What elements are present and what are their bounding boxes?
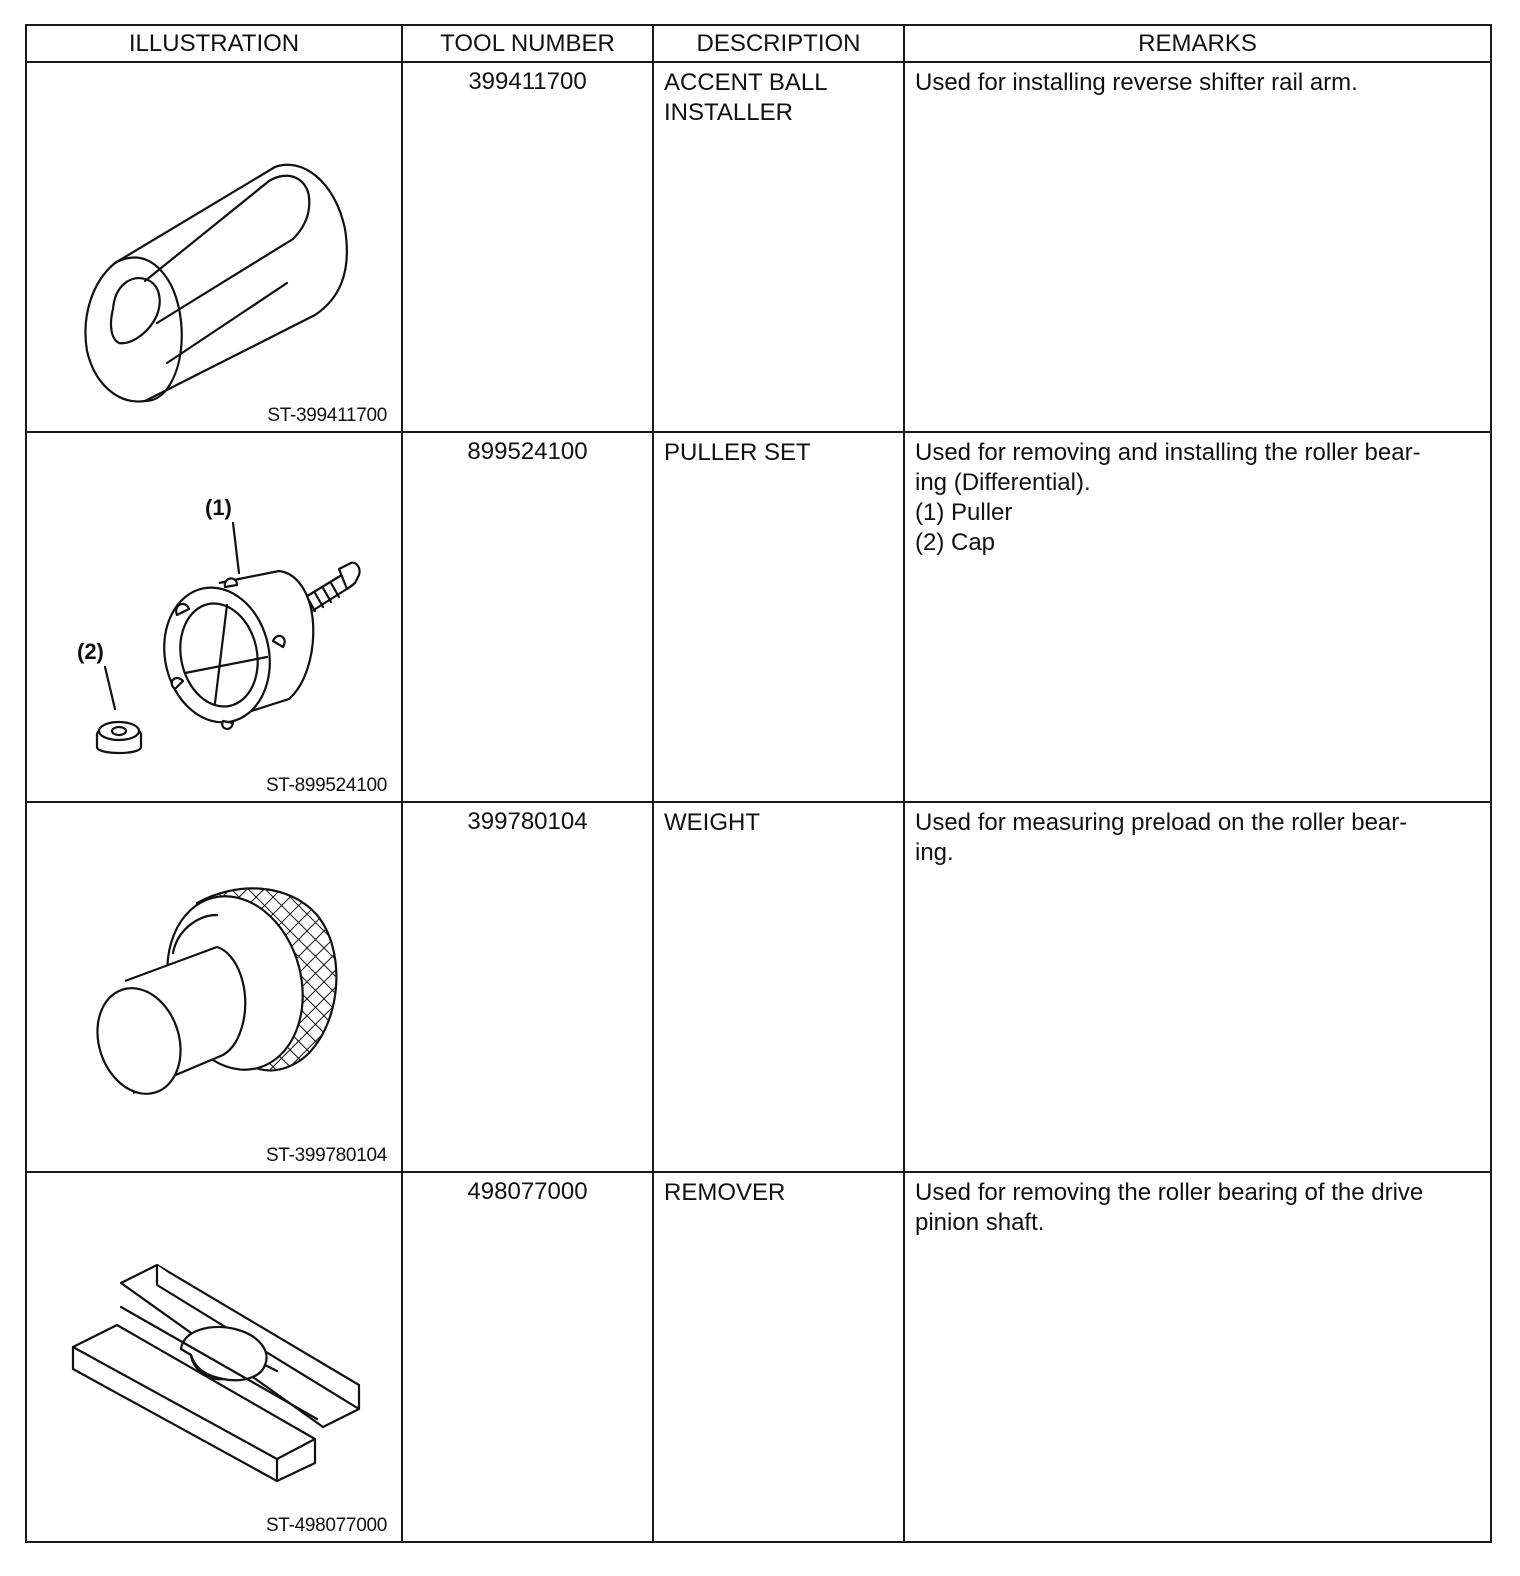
remarks-line: pinion shaft.: [915, 1209, 1045, 1236]
remarks-line: Used for installing reverse shifter rail arm.: [915, 69, 1358, 96]
header-row: [26, 25, 1491, 62]
st-code-label: ST-399411700: [267, 405, 387, 426]
puller-set-drawing: [27, 433, 399, 796]
remarks-line: (1) Puller: [915, 499, 1013, 526]
tool-number: 399780104: [402, 802, 653, 1172]
remarks-line: ing (Differential).: [915, 469, 1091, 496]
remarks-cell: [904, 802, 1491, 1172]
description-line: REMOVER: [664, 1179, 786, 1206]
description-cell: [653, 62, 904, 432]
special-tools-table: [25, 24, 1492, 1543]
remarks-cell: [904, 432, 1491, 802]
illustration-cell: [26, 62, 402, 432]
remarks-cell: [904, 1172, 1491, 1542]
header-remarks: REMARKS: [904, 25, 1491, 62]
table-row: [26, 432, 1491, 802]
remarks-cell: [904, 62, 1491, 432]
callout-label: (2): [77, 639, 104, 664]
table-row: [26, 62, 1491, 432]
tool-number: 498077000: [402, 1172, 653, 1542]
remarks-line: Used for removing the roller bearing of the drive: [915, 1179, 1424, 1206]
description-line: INSTALLER: [664, 99, 793, 126]
accent-ball-installer-drawing: [27, 63, 399, 426]
weight-drawing: [27, 803, 399, 1166]
illustration-cell: [26, 432, 402, 802]
header-description: DESCRIPTION: [653, 25, 904, 62]
tool-number: 899524100: [402, 432, 653, 802]
remarks-line: Used for measuring preload on the roller bear-: [915, 809, 1408, 836]
remarks-line: ing.: [915, 839, 954, 866]
description-cell: [653, 432, 904, 802]
description-line: WEIGHT: [664, 809, 760, 836]
header-illustration: ILLUSTRATION: [26, 25, 402, 62]
table-row: [26, 1172, 1491, 1542]
description-line: PULLER SET: [664, 439, 811, 466]
description-cell: [653, 1172, 904, 1542]
remarks-line: (2) Cap: [915, 529, 996, 556]
illustration-cell: [26, 1172, 402, 1542]
illustration-cell: [26, 802, 402, 1172]
remover-drawing: [27, 1173, 399, 1536]
header-tool-number: TOOL NUMBER: [402, 25, 653, 62]
st-code-label: ST-899524100: [265, 775, 387, 796]
remarks-line: Used for removing and installing the roller bear-: [915, 439, 1421, 466]
description-line: ACCENT BALL: [664, 69, 828, 96]
st-code-label: ST-498077000: [265, 1515, 387, 1536]
st-code-label: ST-399780104: [265, 1145, 387, 1166]
description-cell: [653, 802, 904, 1172]
tool-number: 399411700: [402, 62, 653, 432]
table-row: [26, 802, 1491, 1172]
callout-label: (1): [205, 495, 232, 520]
